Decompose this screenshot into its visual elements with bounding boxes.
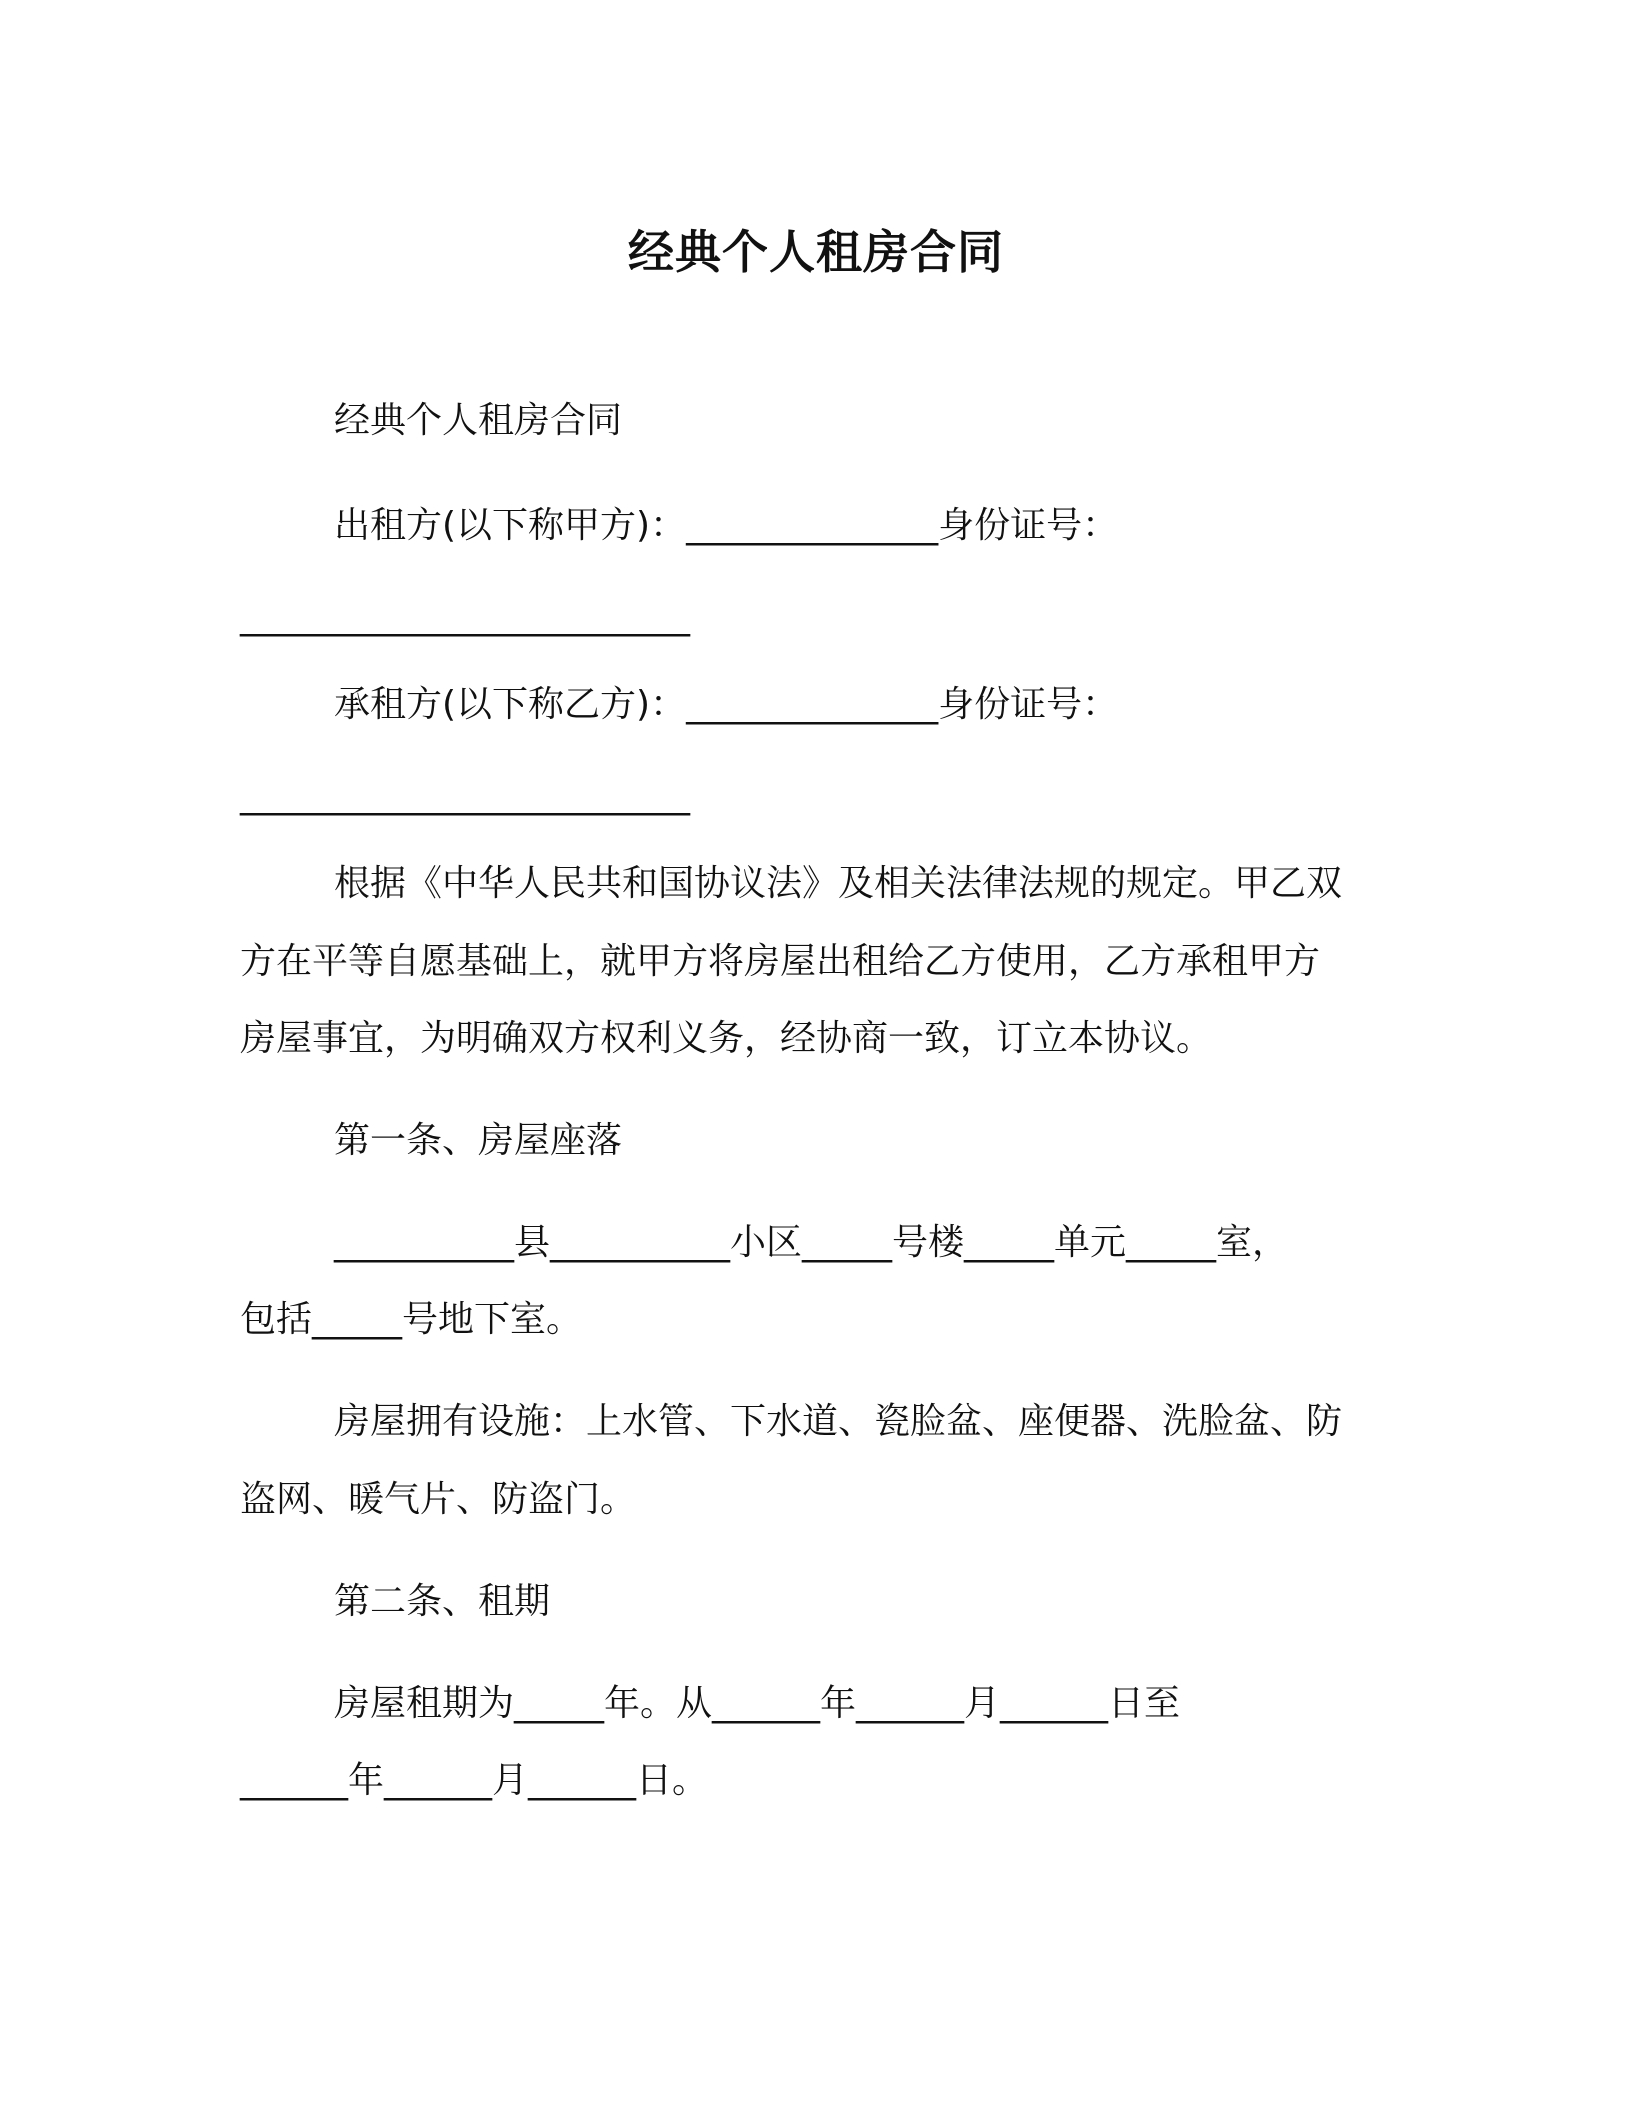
article1-facilities-line-2: 盗网、暖气片、防盗门。 bbox=[240, 1479, 637, 1520]
lessor-id-blank: _________________________ bbox=[240, 596, 690, 637]
lessee-id-blank: _________________________ bbox=[240, 775, 690, 816]
lessee-line: 承租方(以下称乙方)：______________身份证号： bbox=[334, 684, 1119, 725]
document-subtitle: 经典个人租房合同 bbox=[334, 400, 623, 441]
preamble-line-2: 方在平等自愿基础上，就甲方将房屋出租给乙方使用，乙方承租甲方 bbox=[240, 941, 1321, 982]
lessor-line: 出租方(以下称甲方)：______________身份证号： bbox=[334, 505, 1119, 546]
article1-location-line-2: 包括_____号地下室。 bbox=[240, 1299, 583, 1340]
article1-facilities-line-1: 房屋拥有设施：上水管、下水道、瓷脸盆、座便器、洗脸盆、防 bbox=[334, 1401, 1343, 1442]
preamble-line-3: 房屋事宜，为明确双方权利义务，经协商一致，订立本协议。 bbox=[240, 1018, 1213, 1059]
article1-heading: 第一条、房屋座落 bbox=[334, 1120, 623, 1161]
article1-location-line-1: __________县__________小区_____号楼_____单元_____室， bbox=[334, 1222, 1288, 1263]
article2-term-line-2: ______年______月______日。 bbox=[240, 1760, 709, 1801]
preamble-line-1: 根据《中华人民共和国协议法》及相关法律法规的规定。甲乙双 bbox=[334, 863, 1343, 904]
article2-term-line-1: 房屋租期为_____年。从______年______月______日至 bbox=[334, 1683, 1181, 1724]
article2-heading: 第二条、租期 bbox=[334, 1581, 551, 1622]
document-title: 经典个人租房合同 bbox=[628, 225, 1004, 279]
